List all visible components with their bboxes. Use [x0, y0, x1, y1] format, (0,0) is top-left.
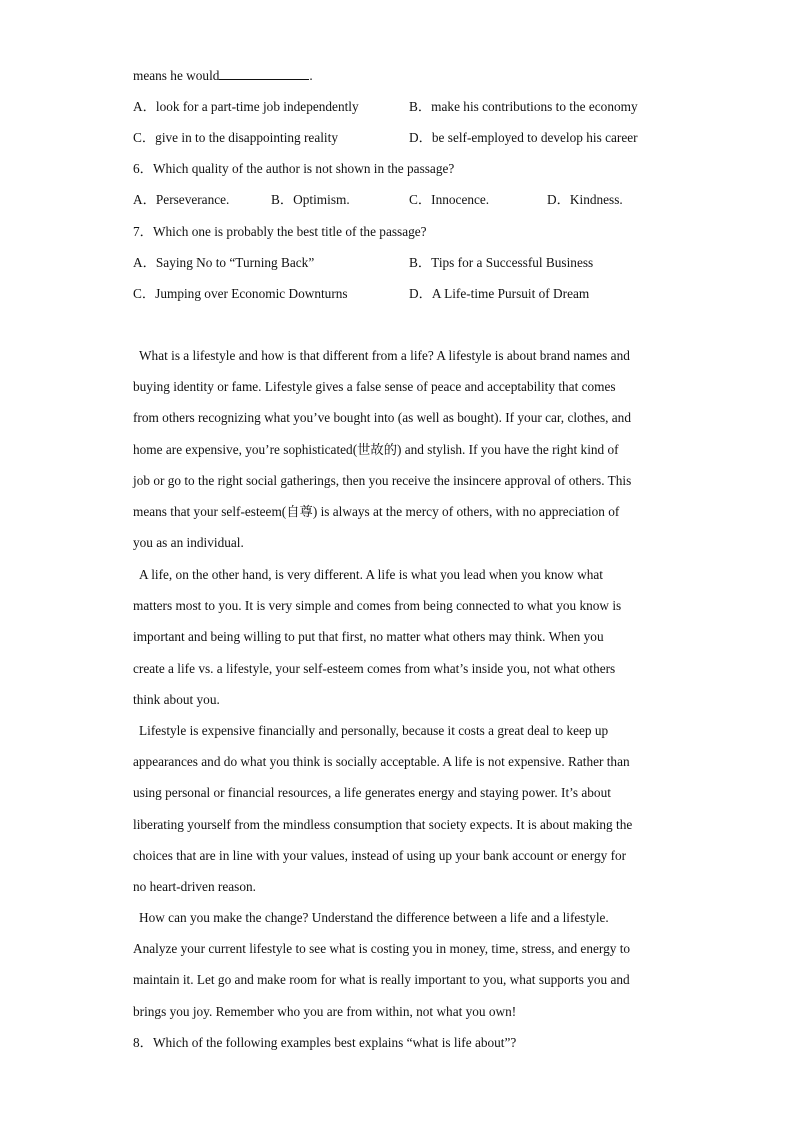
q7-stem: 7．Which one is probably the best title of the passage?: [133, 224, 427, 239]
passage-paragraph-2: A life, on the other hand, is very different. A life is what you lead when you know what matters most to you. It is very simple and comes from being connected to what you know is important and being willing to put that first, no matter what others may think. When you create a life vs. a lifestyle, your self-esteem comes from what’s inside you, not what others think about you.: [133, 567, 622, 707]
q5-stem-end: .: [309, 68, 313, 83]
q5-stem-start: means he would: [133, 68, 220, 83]
q7-option-a[interactable]: A．Saying No to “Turning Back”: [133, 255, 315, 270]
passage-paragraph-4: How can you make the change? Understand the difference between a life and a lifestyle. Analyze your current lifestyle to see what is costing you in money, time, stress, and energy to maintain it. Let go and make room for what is really important to you, what supports you and brings you joy. Remember who you are from within, not what you own!: [133, 910, 631, 1019]
q7-option-d[interactable]: D．A Life-time Pursuit of Dream: [409, 286, 590, 301]
q6-option-b[interactable]: B．Optimism.: [271, 192, 350, 207]
passage-paragraph-3: Lifestyle is expensive financially and personally, because it costs a great deal to keep up appearances and do what you think is socially acceptable. A life is not expensive. Rather than using personal or financial resources, a life generates energy and staying power. It’s about liberating yourself from the mindless consumption that society expects. It is about making the choices that are in line with your values, instead of using up your bank account or energy for no heart-driven reason.: [133, 723, 633, 895]
q6-option-c[interactable]: C．Innocence.: [409, 192, 490, 207]
passage-paragraph-1: What is a lifestyle and how is that different from a life? A lifestyle is about brand names and buying identity or fame. Lifestyle gives a false sense of peace and acceptability that comes from others recognizing what you’ve bought into (as well as bought). If your car, clothes, and home are expensive, you’re sophisticated(世故的) and stylish. If you have the right kind of job or go to the right social gatherings, then you receive the insincere approval of others. This means that your self-esteem(自尊) is always at the mercy of others, with no appreciation of you as an individual.: [133, 348, 632, 551]
q8-stem: 8．Which of the following examples best explains “what is life about”?: [133, 1035, 517, 1050]
q7-option-b[interactable]: B．Tips for a Successful Business: [409, 255, 594, 270]
q5-option-a[interactable]: A．look for a part-time job independently: [133, 99, 359, 114]
q5-option-d[interactable]: D．be self-employed to develop his career: [409, 130, 638, 145]
q6-option-d[interactable]: D．Kindness.: [547, 192, 623, 207]
q5-option-c[interactable]: C．give in to the disappointing reality: [133, 130, 338, 145]
q5-stem: [133, 67, 663, 85]
q7-option-c[interactable]: C．Jumping over Economic Downturns: [133, 286, 348, 301]
q6-stem: 6．Which quality of the author is not shown in the passage?: [133, 161, 455, 176]
q6-option-a[interactable]: A．Perseverance.: [133, 192, 230, 207]
answer-blank: [219, 67, 309, 80]
q5-option-b[interactable]: B．make his contributions to the economy: [409, 99, 638, 114]
